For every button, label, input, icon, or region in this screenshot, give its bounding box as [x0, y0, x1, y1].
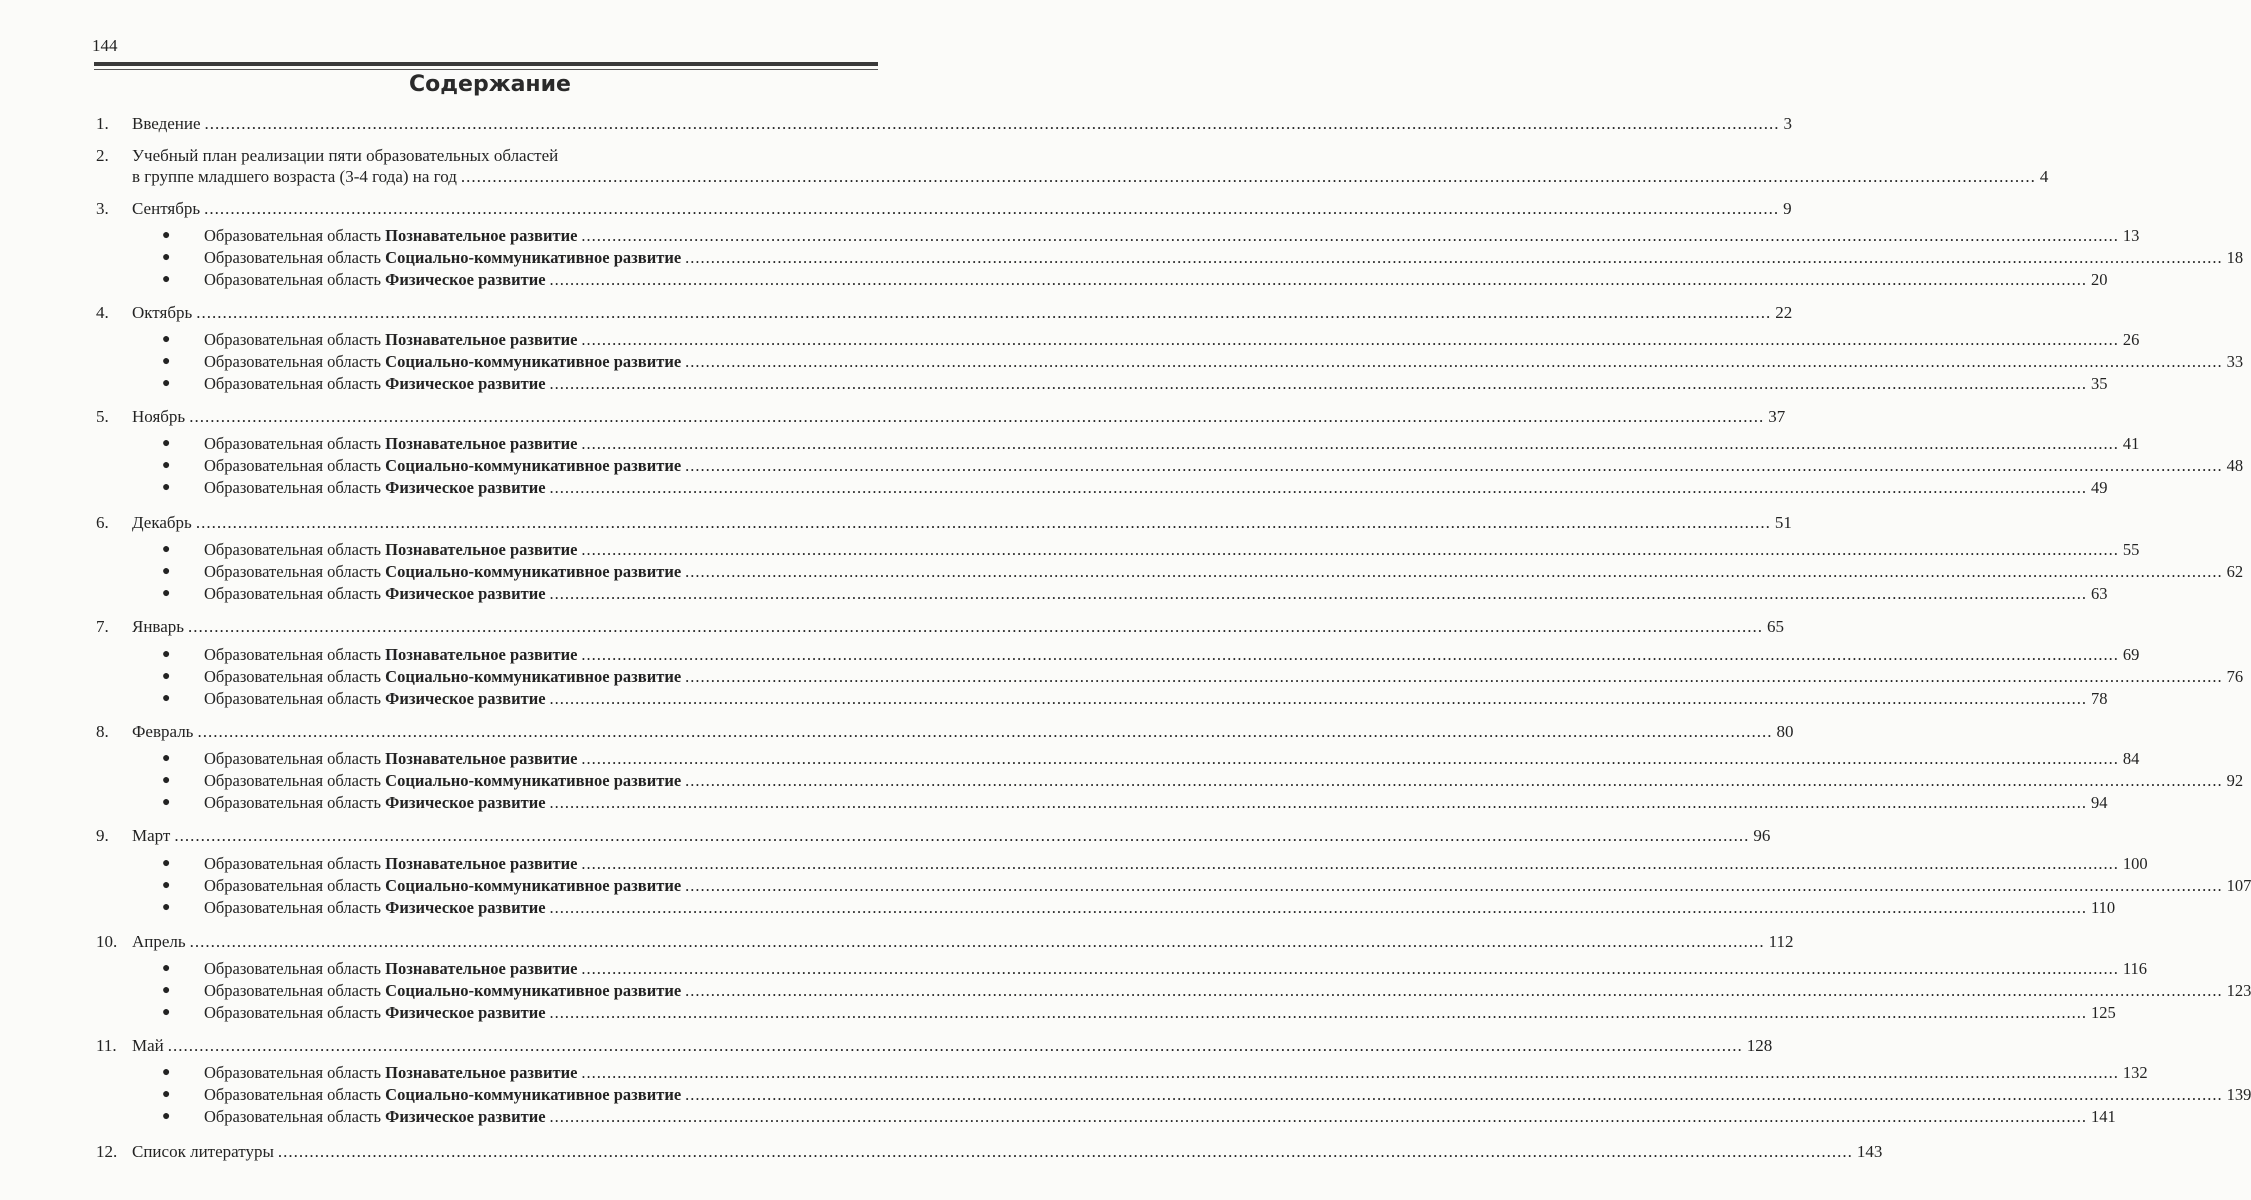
toc-subentry[interactable]	[162, 666, 2244, 688]
entry-number: 3.	[96, 199, 109, 218]
area-prefix: Образовательная область	[204, 667, 386, 686]
subentry-page: 41	[2122, 434, 2140, 453]
dot-leader: ............................................................................................................................................................................................................................................................................................................	[581, 1063, 2119, 1082]
toc-subentry[interactable]	[162, 897, 2116, 919]
toc-entry[interactable]	[96, 113, 1793, 135]
dot-leader: ............................................................................................................................................................................................................................................................................................................	[196, 303, 1772, 322]
dot-leader: ............................................................................................................................................................................................................................................................................................................	[549, 584, 2088, 603]
subentry-title	[204, 455, 681, 477]
subentry-title	[204, 1062, 577, 1084]
toc-subentry[interactable]	[162, 329, 2140, 351]
toc-entry[interactable]	[96, 616, 1785, 638]
subentry-title	[204, 644, 577, 666]
toc-entry[interactable]	[96, 931, 1794, 953]
entry-number: 8.	[96, 722, 109, 741]
bullet-icon: ●	[162, 773, 171, 788]
entry-number: 4.	[96, 303, 109, 322]
area-name: Физическое развитие	[385, 1003, 546, 1022]
subentry-page: 26	[2122, 330, 2140, 349]
dot-leader: ............................................................................................................................................................................................................................................................................................................	[685, 352, 2223, 371]
entry-number: 12.	[96, 1142, 118, 1161]
toc-subentry[interactable]	[162, 269, 2108, 291]
toc-subentry[interactable]	[162, 561, 2244, 583]
entry-number: 5.	[96, 407, 109, 426]
toc-entry[interactable]	[96, 406, 1786, 428]
area-prefix: Образовательная область	[204, 1003, 386, 1022]
subentry-title	[204, 958, 577, 980]
area-prefix: Образовательная область	[204, 270, 386, 289]
area-prefix: Образовательная область	[204, 248, 386, 267]
toc-subentry[interactable]	[162, 477, 2108, 499]
subentry-title	[204, 247, 681, 269]
area-name: Социально-коммуникативное развитие	[385, 876, 682, 895]
subentry-title	[204, 561, 681, 583]
toc-subentry[interactable]	[162, 583, 2108, 605]
area-name: Познавательное развитие	[385, 854, 578, 873]
area-prefix: Образовательная область	[204, 876, 386, 895]
entry-line	[132, 721, 1794, 743]
dot-leader: ............................................................................................................................................................................................................................................................................................................	[581, 226, 2119, 245]
toc-subentry[interactable]	[162, 853, 2148, 875]
subentry-page: 116	[2122, 959, 2148, 978]
dot-leader: ............................................................................................................................................................................................................................................................................................................	[581, 749, 2119, 768]
area-prefix: Образовательная область	[204, 1107, 386, 1126]
entry-line	[132, 1141, 1883, 1163]
bullet-icon: ●	[162, 250, 171, 265]
area-prefix: Образовательная область	[204, 478, 386, 497]
subentry-page: 139	[2226, 1085, 2251, 1104]
toc-subentry[interactable]	[162, 980, 2251, 1002]
area-prefix: Образовательная область	[204, 645, 386, 664]
subentry-title	[204, 477, 546, 499]
subentry-page: 132	[2122, 1063, 2148, 1082]
area-name: Физическое развитие	[385, 898, 546, 917]
entry-page: 37	[1768, 407, 1786, 426]
bullet-icon: ●	[162, 795, 171, 810]
entry-number: 9.	[96, 826, 109, 845]
entry-title: Ноябрь	[132, 407, 186, 426]
toc-entry[interactable]	[96, 198, 1792, 220]
subentry-page: 78	[2091, 689, 2108, 708]
entry-number: 10.	[96, 932, 118, 951]
area-prefix: Образовательная область	[204, 226, 386, 245]
toc-subentry[interactable]	[162, 748, 2140, 770]
entry-title: Октябрь	[132, 303, 193, 322]
area-prefix: Образовательная область	[204, 689, 386, 708]
dot-leader: ............................................................................................................................................................................................................................................................................................................	[189, 932, 1765, 951]
subentry-title	[204, 583, 546, 605]
bullet-icon: ●	[162, 669, 171, 684]
subentry-page: 125	[2091, 1003, 2116, 1022]
subentry-title	[204, 666, 681, 688]
bullet-icon: ●	[162, 354, 171, 369]
area-name: Познавательное развитие	[385, 1063, 578, 1082]
area-name: Физическое развитие	[385, 478, 546, 497]
dot-leader: ............................................................................................................................................................................................................................................................................................................	[549, 793, 2088, 812]
area-prefix: Образовательная область	[204, 1085, 386, 1104]
toc-subentry[interactable]	[162, 770, 2244, 792]
subentry-title	[204, 225, 577, 247]
area-name: Социально-коммуникативное развитие	[385, 352, 682, 371]
subentry-page: 48	[2226, 456, 2244, 475]
area-prefix: Образовательная область	[204, 1063, 386, 1082]
toc-subentry[interactable]	[162, 351, 2244, 373]
entry-line	[132, 825, 1771, 847]
entry-page: 96	[1753, 826, 1771, 845]
area-name: Физическое развитие	[385, 793, 546, 812]
dot-leader: ............................................................................................................................................................................................................................................................................................................	[197, 722, 1773, 741]
entry-number: 6.	[96, 513, 109, 532]
area-name: Познавательное развитие	[385, 540, 578, 559]
bullet-icon: ●	[162, 1005, 171, 1020]
bullet-icon: ●	[162, 564, 171, 579]
area-prefix: Образовательная область	[204, 374, 386, 393]
toc-entry[interactable]	[96, 1035, 1773, 1057]
area-prefix: Образовательная область	[204, 352, 386, 371]
entry-title: Введение	[132, 114, 201, 133]
bullet-icon: ●	[162, 900, 171, 915]
dot-leader: ............................................................................................................................................................................................................................................................................................................	[188, 617, 1764, 636]
dot-leader: ............................................................................................................................................................................................................................................................................................................	[549, 898, 2088, 917]
dot-leader: ............................................................................................................................................................................................................................................................................................................	[204, 199, 1780, 218]
bullet-icon: ●	[162, 542, 171, 557]
area-name: Физическое развитие	[385, 689, 546, 708]
subentry-page: 33	[2226, 352, 2244, 371]
subentry-title	[204, 853, 577, 875]
dot-leader: ............................................................................................................................................................................................................................................................................................................	[549, 1003, 2088, 1022]
toc-entry[interactable]	[96, 1141, 1883, 1163]
bullet-icon: ●	[162, 983, 171, 998]
subentry-page: 13	[2122, 226, 2140, 245]
area-prefix: Образовательная область	[204, 793, 386, 812]
area-name: Физическое развитие	[385, 584, 546, 603]
bullet-icon: ●	[162, 647, 171, 662]
entry-line	[132, 198, 1792, 220]
toc-subentry[interactable]	[162, 958, 2148, 980]
subentry-page: 69	[2122, 645, 2140, 664]
entry-page: 51	[1774, 513, 1792, 532]
area-prefix: Образовательная область	[204, 981, 386, 1000]
entry-page: 112	[1768, 932, 1794, 951]
subentry-page: 84	[2122, 749, 2140, 768]
dot-leader: ............................................................................................................................................................................................................................................................................................................	[549, 478, 2088, 497]
subentry-title	[204, 748, 577, 770]
toc-entry[interactable]	[96, 302, 1793, 324]
subentry-title	[204, 688, 546, 710]
entry-line	[132, 113, 1793, 135]
toc-subentry[interactable]	[162, 1106, 2116, 1128]
area-name: Познавательное развитие	[385, 434, 578, 453]
area-name: Познавательное развитие	[385, 959, 578, 978]
subentry-title	[204, 351, 681, 373]
dot-leader: ............................................................................................................................................................................................................................................................................................................	[685, 667, 2223, 686]
dot-leader: ............................................................................................................................................................................................................................................................................................................	[581, 540, 2119, 559]
subentry-page: 141	[2091, 1107, 2116, 1126]
subentry-page: 63	[2091, 584, 2108, 603]
toc-entry[interactable]	[96, 512, 1792, 534]
bullet-icon: ●	[162, 691, 171, 706]
dot-leader: ............................................................................................................................................................................................................................................................................................................	[167, 1036, 1743, 1055]
bullet-icon: ●	[162, 1065, 171, 1080]
entry-page: 65	[1767, 617, 1785, 636]
entry-number: 1.	[96, 114, 109, 133]
subentry-page: 35	[2091, 374, 2108, 393]
subentry-title	[204, 539, 577, 561]
dot-leader: ............................................................................................................................................................................................................................................................................................................	[581, 645, 2119, 664]
dot-leader: ............................................................................................................................................................................................................................................................................................................	[204, 114, 1780, 133]
area-prefix: Образовательная область	[204, 434, 386, 453]
dot-leader: ............................................................................................................................................................................................................................................................................................................	[460, 167, 2036, 186]
dot-leader: ............................................................................................................................................................................................................................................................................................................	[685, 981, 2223, 1000]
area-prefix: Образовательная область	[204, 959, 386, 978]
entry-page: 80	[1776, 722, 1794, 741]
subentry-page: 110	[2091, 898, 2116, 917]
dot-leader: ............................................................................................................................................................................................................................................................................................................	[174, 826, 1750, 845]
entry-title: Март	[132, 826, 171, 845]
entry-title: Сентябрь	[132, 199, 201, 218]
toc-subentry[interactable]	[162, 539, 2140, 561]
dot-leader: ............................................................................................................................................................................................................................................................................................................	[189, 407, 1765, 426]
bullet-icon: ●	[162, 1087, 171, 1102]
subentry-title	[204, 373, 546, 395]
bullet-icon: ●	[162, 480, 171, 495]
area-prefix: Образовательная область	[204, 854, 386, 873]
entry-title-line2	[132, 166, 2049, 188]
entry-number: 2.	[96, 146, 109, 165]
area-prefix: Образовательная область	[204, 540, 386, 559]
subentry-title	[204, 875, 681, 897]
subentry-page: 18	[2226, 248, 2244, 267]
subentry-page: 49	[2091, 478, 2108, 497]
subentry-page: 76	[2226, 667, 2244, 686]
subentry-page: 62	[2226, 562, 2244, 581]
bullet-icon: ●	[162, 961, 171, 976]
area-name: Физическое развитие	[385, 374, 546, 393]
toc-subentry[interactable]	[162, 1084, 2251, 1106]
area-name: Познавательное развитие	[385, 330, 578, 349]
area-name: Социально-коммуникативное развитие	[385, 1085, 682, 1104]
toc-subentry[interactable]	[162, 688, 2108, 710]
entry-page: 3	[1783, 114, 1793, 133]
bullet-icon: ●	[162, 1109, 171, 1124]
dot-leader: ............................................................................................................................................................................................................................................................................................................	[549, 1107, 2088, 1126]
bullet-icon: ●	[162, 272, 171, 287]
subentry-title	[204, 329, 577, 351]
dot-leader: ............................................................................................................................................................................................................................................................................................................	[685, 876, 2223, 895]
bullet-icon: ●	[162, 586, 171, 601]
area-prefix: Образовательная область	[204, 898, 386, 917]
dot-leader: ............................................................................................................................................................................................................................................................................................................	[685, 456, 2223, 475]
area-name: Физическое развитие	[385, 1107, 546, 1126]
subentry-page: 123	[2226, 981, 2251, 1000]
toc-subentry[interactable]	[162, 1002, 2116, 1024]
entry-line	[132, 512, 1792, 534]
dot-leader: ............................................................................................................................................................................................................................................................................................................	[685, 562, 2223, 581]
dot-leader: ............................................................................................................................................................................................................................................................................................................	[685, 771, 2223, 790]
toc-entry[interactable]	[96, 145, 876, 167]
toc-entry[interactable]	[96, 721, 1794, 743]
subentry-page: 107	[2226, 876, 2251, 895]
entry-title: Учебный план реализации пяти образовательных областей	[132, 146, 559, 165]
subentry-title	[204, 1002, 546, 1024]
area-name: Познавательное развитие	[385, 749, 578, 768]
bullet-icon: ●	[162, 332, 171, 347]
entry-number: 7.	[96, 617, 109, 636]
entry-title: Февраль	[132, 722, 194, 741]
bullet-icon: ●	[162, 436, 171, 451]
bullet-icon: ●	[162, 376, 171, 391]
entry-line	[132, 931, 1794, 953]
toc-subentry[interactable]	[162, 373, 2108, 395]
entry-title: Январь	[132, 617, 185, 636]
entry-page: 4	[2039, 167, 2049, 186]
area-prefix: Образовательная область	[204, 562, 386, 581]
subentry-title	[204, 269, 546, 291]
toc-subentry[interactable]	[162, 1062, 2148, 1084]
dot-leader: ............................................................................................................................................................................................................................................................................................................	[549, 374, 2088, 393]
bullet-icon: ●	[162, 228, 171, 243]
entry-number: 11.	[96, 1036, 117, 1055]
subentry-title	[204, 792, 546, 814]
dot-leader: ............................................................................................................................................................................................................................................................................................................	[195, 513, 1771, 532]
area-name: Социально-коммуникативное развитие	[385, 771, 682, 790]
area-name: Физическое развитие	[385, 270, 546, 289]
subentry-title	[204, 897, 546, 919]
subentry-page: 20	[2091, 270, 2108, 289]
subentry-title	[204, 770, 681, 792]
dot-leader: ............................................................................................................................................................................................................................................................................................................	[549, 689, 2088, 708]
dot-leader: ............................................................................................................................................................................................................................................................................................................	[581, 959, 2119, 978]
toc-subentry[interactable]	[162, 792, 2108, 814]
subentry-page: 55	[2122, 540, 2140, 559]
entry-page: 143	[1856, 1142, 1883, 1161]
area-name: Познавательное развитие	[385, 226, 578, 245]
toc-subentry[interactable]	[162, 433, 2140, 455]
area-name: Социально-коммуникативное развитие	[385, 456, 682, 475]
entry-line	[132, 406, 1786, 428]
entry-title: Декабрь	[132, 513, 192, 532]
toc-subentry[interactable]	[162, 644, 2140, 666]
dot-leader: ............................................................................................................................................................................................................................................................................................................	[581, 434, 2119, 453]
page-number: 144	[92, 36, 118, 55]
subentry-title	[204, 980, 681, 1002]
area-prefix: Образовательная область	[204, 330, 386, 349]
area-name: Социально-коммуникативное развитие	[385, 562, 682, 581]
entry-page: 22	[1775, 303, 1793, 322]
page-title: Содержание	[409, 72, 571, 97]
area-name: Социально-коммуникативное развитие	[385, 667, 682, 686]
toc-entry[interactable]	[96, 825, 1771, 847]
area-name: Познавательное развитие	[385, 645, 578, 664]
bullet-icon: ●	[162, 856, 171, 871]
entry-line	[132, 1035, 1773, 1057]
entry-title: Май	[132, 1036, 164, 1055]
toc-subentry[interactable]	[162, 247, 2244, 269]
bullet-icon: ●	[162, 751, 171, 766]
bullet-icon: ●	[162, 878, 171, 893]
entry-page: 9	[1783, 199, 1792, 218]
toc-subentry[interactable]	[162, 875, 2251, 897]
entry-title: Список литературы	[132, 1142, 274, 1161]
entry-line	[132, 302, 1793, 324]
dot-leader: ............................................................................................................................................................................................................................................................................................................	[581, 854, 2119, 873]
bullet-icon: ●	[162, 458, 171, 473]
area-prefix: Образовательная область	[204, 584, 386, 603]
dot-leader: ............................................................................................................................................................................................................................................................................................................	[581, 330, 2119, 349]
area-prefix: Образовательная область	[204, 771, 386, 790]
toc-subentry[interactable]	[162, 455, 2244, 477]
dot-leader: ............................................................................................................................................................................................................................................................................................................	[549, 270, 2088, 289]
area-prefix: Образовательная область	[204, 749, 386, 768]
dot-leader: ............................................................................................................................................................................................................................................................................................................	[685, 1085, 2223, 1104]
area-name: Социально-коммуникативное развитие	[385, 981, 682, 1000]
entry-line	[132, 616, 1785, 638]
toc-subentry[interactable]	[162, 225, 2140, 247]
subentry-page: 100	[2122, 854, 2148, 873]
subentry-page: 94	[2091, 793, 2108, 812]
subentry-page: 92	[2226, 771, 2244, 790]
area-prefix: Образовательная область	[204, 456, 386, 475]
entry-title-continuation: в группе младшего возраста (3-4 года) на год	[132, 167, 457, 186]
dot-leader: ............................................................................................................................................................................................................................................................................................................	[277, 1142, 1853, 1161]
subentry-title	[204, 433, 577, 455]
entry-page: 128	[1746, 1036, 1773, 1055]
area-name: Социально-коммуникативное развитие	[385, 248, 682, 267]
subentry-title	[204, 1106, 546, 1128]
subentry-title	[204, 1084, 681, 1106]
dot-leader: ............................................................................................................................................................................................................................................................................................................	[685, 248, 2223, 267]
entry-title: Апрель	[132, 932, 186, 951]
